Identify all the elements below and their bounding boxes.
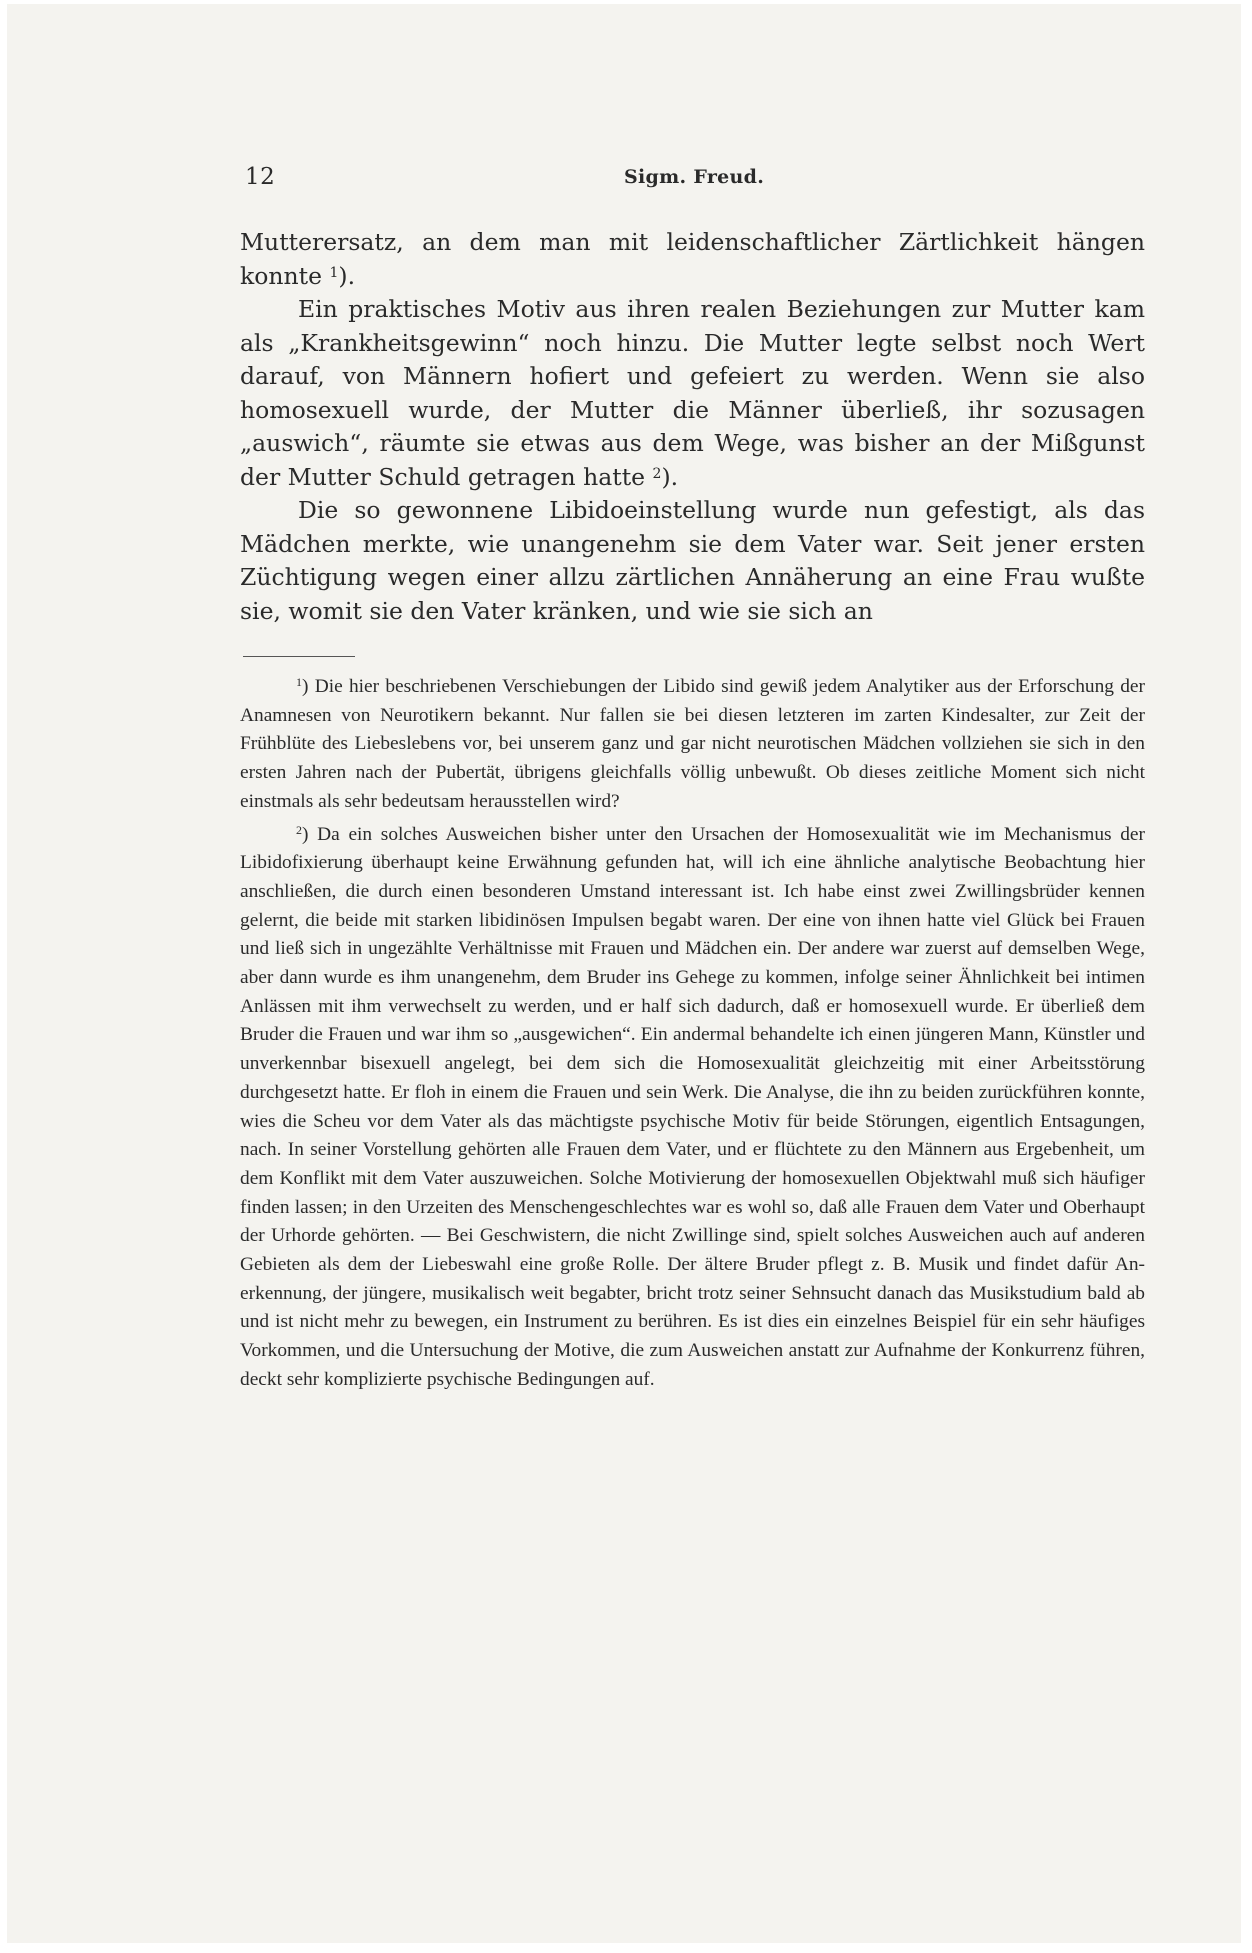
footnote-separator: [243, 656, 355, 657]
footnotes: [240, 673, 1145, 1395]
paragraph-text: Die so gewonnene Libidoeinstellung wurde nun gefestigt, als das Mädchen merkte, wie unangenehm sie dem Vater war. Seit jener ersten Züchtigung wegen einer allzu zärtlichen Annäherung an eine Frau wußte sie, womit sie den Vater kränken, und wie sie sich an: [240, 496, 1145, 625]
main-text: [240, 226, 1145, 628]
footnote-mark-close: ): [302, 676, 309, 697]
running-head: Sigm. Freud.: [624, 166, 765, 188]
paragraph: [240, 293, 1145, 494]
paragraph: [240, 494, 1145, 628]
footnote-text: Die hier beschriebenen Verschiebungen der Libido sind gewiß jedem Analytiker aus der Erforschung der Anamnesen von Neurotikern bekannt. Nur fallen sie bei diesen letzteren im zarten Kindesalter, zur Zeit der Frühblüte des Liebeslebens vor, bei unserem ganz und gar nicht neurotischen Mädchen vollziehen sie sich in den ersten Jahren nach der Pubertät, übrigens gleichfalls völlig unbewußt. Ob dieses zeitliche Moment sich nicht einstmals als sehr bedeutsam herausstellen wird?: [240, 676, 1145, 812]
paragraph: [240, 226, 1145, 293]
footnote: [240, 821, 1145, 1395]
footnote-mark-close: ): [302, 823, 309, 845]
page-header: [7, 164, 1241, 194]
footnote-ref: 1: [329, 264, 339, 281]
footnote-ref-close: ).: [338, 261, 356, 290]
paragraph-text: Ein praktisches Motiv aus ihren realen Beziehungen zur Mutter kam als „Krankheitsgewinn“ noch hinzu. Die Mutter legte selbst noch Wert darauf, von Männern hofiert und gefeiert zu werden. Wenn sie also homosexuell wurde, der Mutter die Männer überließ, ihr sozusagen „auswich“, räumte sie etwas aus dem Wege, was bisher an der Mißgunst der Mutter Schuld getragen hatte: [240, 295, 1145, 491]
footnote-mark: 2: [296, 822, 302, 837]
footnote-ref-close: ).: [661, 462, 679, 491]
footnote-mark: 1: [296, 675, 302, 689]
footnote-text: Da ein solches Ausweichen bisher unter den Ursachen der Homosexualität wie im Mechanismus der Libidofixierung überhaupt keine Erwähnung gefunden hat, will ich eine ähnliche analytische Beobachtung hier anschließen, die durch einen besonderen Umstand interessant ist. Ich habe einst zwei Zwillingsbrüder kennen gelernt, die beide mit starken libidinösen Impulsen begabt waren. Der eine von ihnen hatte viel Glück bei Frauen und ließ sich in ungezählte Verhältnisse mit Frauen und Mädchen ein. Der andere war zuerst auf demselben Wege, aber dann wurde es ihm unangenehm, dem Bruder ins Gehege zu kommen, infolge seiner Ähnlichkeit bei intimen Anlässen mit ihm verwechselt zu werden, und er half sich dadurch, daß er homosexuell wurde. Er überließ dem Bruder die Frauen und war ihm so „ausgewichen“. Ein andermal behandelte ich einen jüngeren Mann, Künstler und unverkennbar bisexuell angelegt, bei dem sich die Homosexualität gleichzeitig mit einer Arbeitsstörung durchgesetzt hatte. Er floh in einem die Frauen und sein Werk. Die Analyse, die ihn zu beiden zurückführen konnte, wies die Scheu vor dem Vater als das mächtigste psychische Motiv für beide Störungen, eigentlich Entsagungen, nach. In seiner Vorstellung gehörten alle Frauen dem Vater, und er flüchtete zu den Männern aus Ergebenheit, um dem Konflikt mit dem Vater auszuweichen. Solche Motivierung der homosexuellen Objektwahl muß sich häufiger finden lassen; in den Urzeiten des Menschengeschlechtes war es wohl so, daß alle Frauen dem Vater und Oberhaupt der Urhorde gehörten. — Bei Geschwistern, die nicht Zwillinge sind, spielt solches Ausweichen auch auf anderen Gebieten als dem der Liebeswahl eine große Rolle. Der ältere Bruder pflegt z. B. Musik und findet dafür Anerkennung, der jüngere, musikalisch weit begabter, bricht trotz seiner Sehnsucht danach das Musikstudium bald ab und ist nicht mehr zu bewegen, ein Instrument zu berühren. Es ist dies ein einzelnes Beispiel für ein sehr häufiges Vorkommen, und die Untersuchung der Motive, die zum Ausweichen anstatt zur Aufnahme der Konkurrenz führen, deckt sehr komplizierte psychische Bedingungen auf.: [240, 823, 1145, 1390]
paragraph-text: Mutterersatz, an dem man mit leidenschaftlicher Zärtlichkeit hängen konnte: [240, 228, 1145, 290]
page-number: 12: [245, 164, 276, 190]
footnote-ref: 2: [652, 465, 662, 482]
book-page: [7, 4, 1241, 1943]
footnote: [240, 673, 1145, 817]
